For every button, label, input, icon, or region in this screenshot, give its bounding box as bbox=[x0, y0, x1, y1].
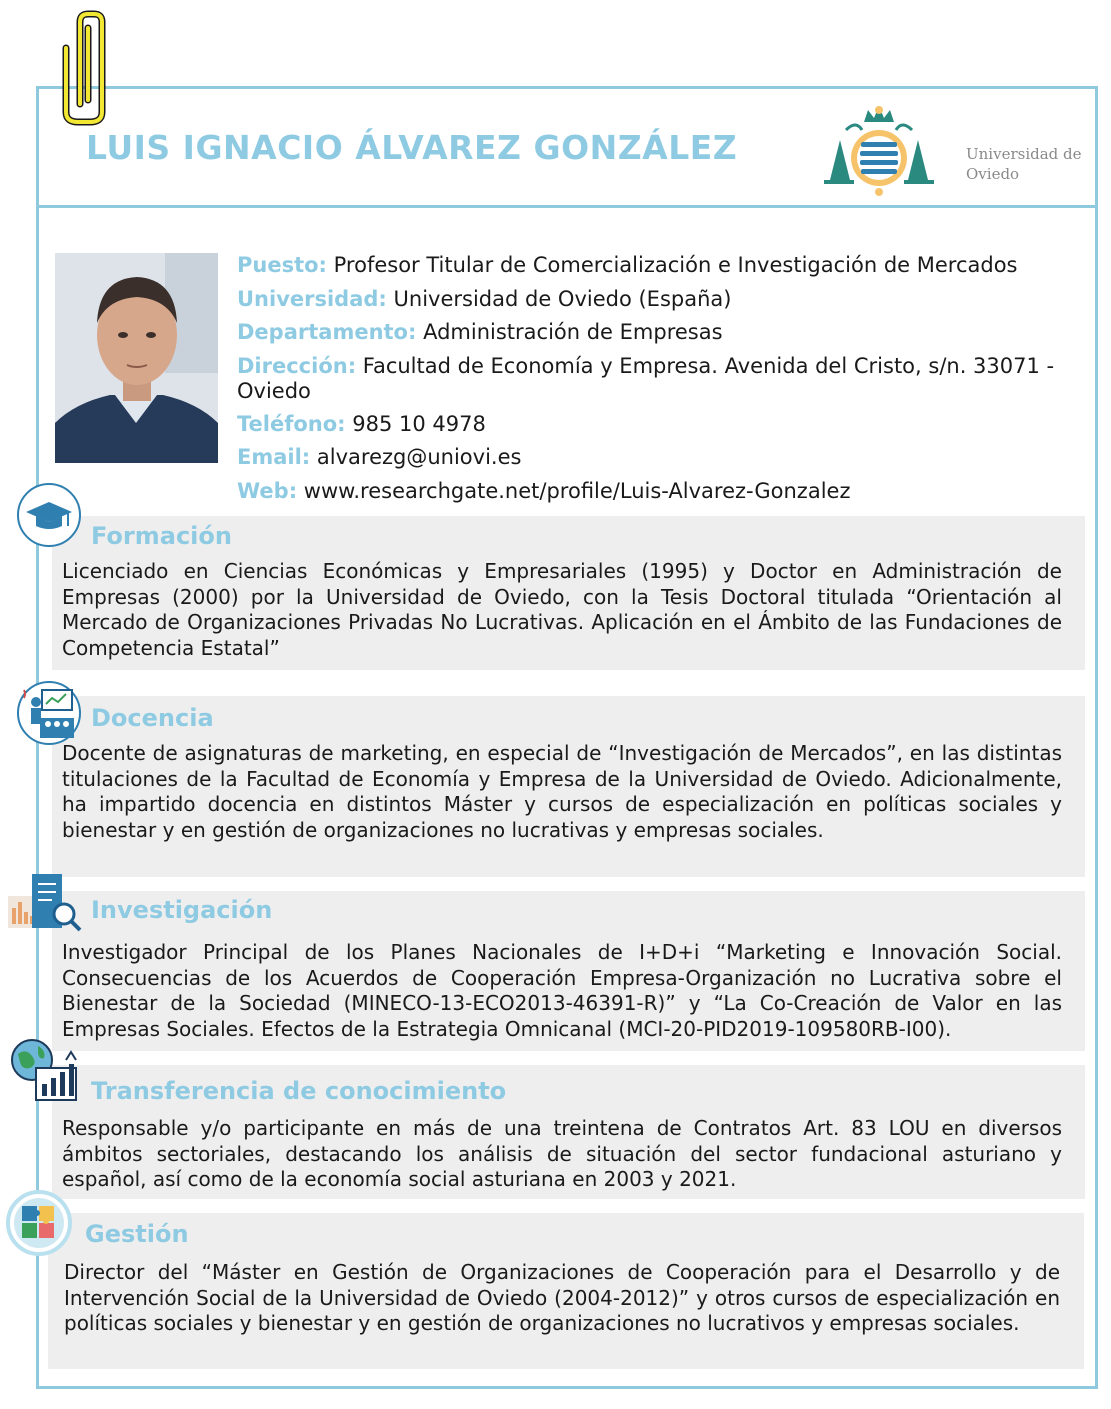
university-logo-text: Universidad de Oviedo bbox=[966, 145, 1082, 183]
section-text: Licenciado en Ciencias Económicas y Empresariales (1995) y Doctor en Administración de Empresas (2000) por la Universidad de Oviedo, con la Tesis Doctoral titulada “Orientación al Mercado de Organizaciones Privadas No Lucrativas. Aplicación en el Ámbito de las Fundaciones de Competencia Estatal” bbox=[62, 559, 1062, 661]
section-title: Transferencia de conocimiento bbox=[91, 1077, 507, 1105]
person-name: LUIS IGNACIO ÁLVAREZ GONZÁLEZ bbox=[86, 128, 738, 167]
profile-info bbox=[237, 249, 1087, 508]
section-text: Investigador Principal de los Planes Nacionales de I+D+i “Marketing e Innovación Social. Consecuencias de los Acuerdos de Cooperación Empresa-Organización no Lucrativa sobre el Bienestar de la Sociedad (MINECO-13-ECO2013-46391-R)” y “La Co-Creación de Valor en las Empresas Sociales. Efectos de la Estrategia Omnicanal (MCI-20-PID2019-109580RB-I00). bbox=[62, 940, 1062, 1042]
info-label: Departamento: bbox=[237, 320, 417, 344]
email-link[interactable]: alvarezg@uniovi.es bbox=[316, 445, 522, 469]
info-row-telefono bbox=[237, 408, 1087, 442]
graduation-cap-icon bbox=[16, 482, 82, 548]
info-label: Puesto: bbox=[237, 253, 327, 277]
info-label: Universidad: bbox=[237, 286, 387, 311]
paper-clip-icon bbox=[58, 8, 116, 126]
research-report-icon bbox=[8, 870, 82, 934]
teacher-presentation-icon bbox=[16, 680, 82, 746]
section-title: Formación bbox=[91, 522, 232, 550]
info-label: Teléfono: bbox=[237, 411, 346, 436]
info-row-direccion bbox=[237, 350, 1087, 408]
section-title: Gestión bbox=[85, 1220, 189, 1248]
info-row-universidad bbox=[237, 283, 1087, 317]
section-title: Investigación bbox=[91, 896, 273, 924]
web-link[interactable]: www.researchgate.net/profile/Luis-Alvarez-Gonzalez bbox=[303, 478, 851, 503]
info-row-puesto bbox=[237, 249, 1087, 283]
info-row-web bbox=[237, 475, 1087, 509]
section-text: Responsable y/o participante en más de una treintena de Contratos Art. 83 LOU en diversos ámbitos sectoriales, destacando los análisis de situación del sector fundacional asturiano y español, así como de la economía social asturiana en 2003 y 2021. bbox=[62, 1116, 1062, 1192]
info-value: Profesor Titular de Comercialización e Investigación de Mercados bbox=[333, 253, 1018, 277]
info-label: Web: bbox=[237, 478, 298, 503]
info-row-departamento bbox=[237, 316, 1087, 350]
info-value: Universidad de Oviedo (España) bbox=[393, 286, 732, 311]
info-value: Administración de Empresas bbox=[423, 320, 723, 344]
info-value: 985 10 4978 bbox=[352, 411, 486, 436]
info-label: Dirección: bbox=[237, 353, 357, 378]
section-title: Docencia bbox=[91, 704, 214, 732]
info-label: Email: bbox=[237, 445, 311, 469]
info-value: Facultad de Economía y Empresa. Avenida del Cristo, s/n. 33071 - Oviedo bbox=[237, 353, 1055, 403]
section-text: Director del “Máster en Gestión de Organizaciones de Cooperación para el Desarrollo y de Intervención Social de la Universidad de Oviedo (2004-2012)” y otros cursos de especialización en políticas sociales y bienestar y en gestión de organizaciones no lucrativos y empresas sociales. bbox=[64, 1260, 1060, 1336]
profile-photo bbox=[55, 253, 218, 463]
info-row-email bbox=[237, 441, 1087, 475]
puzzle-icon bbox=[6, 1190, 72, 1256]
section-text: Docente de asignaturas de marketing, en especial de “Investigación de Mercados”, en las distintas titulaciones de la Facultad de Economía y Empresa de la Universidad de Oviedo. Adicionalmente, ha impartido docencia en distintos Máster y cursos de especialización en políticas sociales y bienestar y en gestión de organizaciones no lucrativas y empresas sociales. bbox=[62, 741, 1062, 843]
globe-chart-icon bbox=[10, 1038, 80, 1104]
university-crest-logo bbox=[816, 100, 942, 198]
header-divider bbox=[36, 205, 1098, 208]
